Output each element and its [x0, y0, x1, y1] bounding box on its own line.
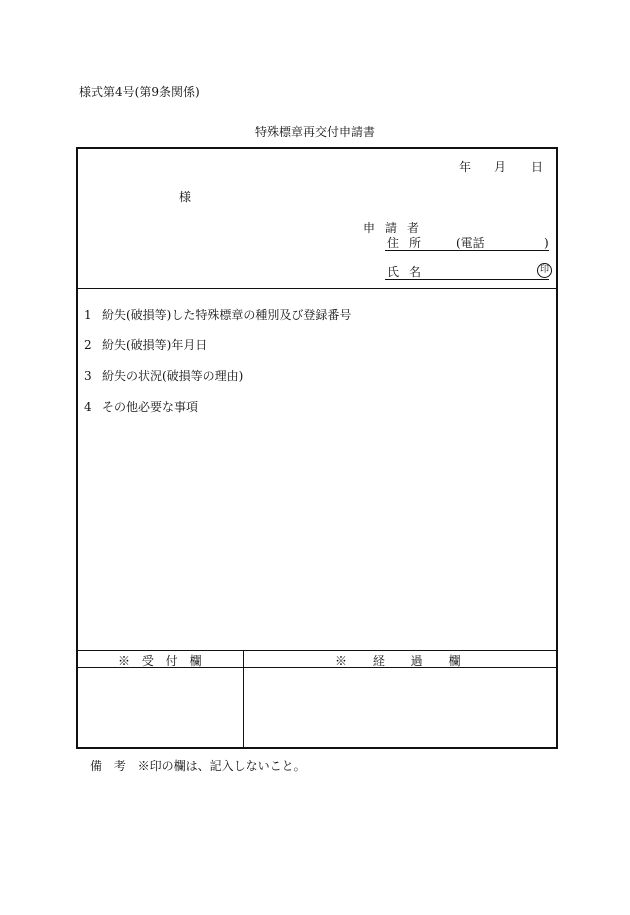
date-year-label: 年 [459, 160, 472, 174]
address-underline [385, 250, 549, 251]
addressee-suffix: 様 [179, 190, 192, 204]
item-3 [84, 370, 243, 382]
reception-column-header: ※ 受 付 欄 [118, 654, 202, 668]
item-4 [84, 401, 198, 413]
seal-stamp-icon: 印 [537, 263, 552, 278]
item-number: 1 [84, 308, 92, 322]
application-form-box [76, 147, 558, 749]
remarks-note: 備 考 ※印の欄は、記入しないこと。 [90, 759, 306, 773]
address-label: 住所 [387, 236, 432, 250]
progress-column-header: ※ 経 過 欄 [335, 654, 461, 668]
item-2 [84, 339, 207, 351]
form-number: 様式第4号(第9条関係) [79, 85, 200, 99]
date-month-label: 月 [494, 160, 507, 174]
phone-close-paren: ) [544, 236, 549, 250]
date-day-label: 日 [531, 160, 544, 174]
item-1 [84, 309, 351, 321]
applicant-label: 申請者 [363, 221, 430, 235]
columns-vertical-divider [243, 650, 244, 747]
phone-label: (電話 [456, 236, 485, 250]
name-label: 氏名 [387, 265, 432, 279]
item-text: 紛失(破損等)年月日 [102, 338, 208, 352]
item-number: 4 [84, 400, 92, 414]
item-text: 紛失の状況(破損等の理由) [102, 369, 244, 383]
header-divider [78, 288, 556, 289]
item-number: 2 [84, 338, 92, 352]
columns-top-divider [78, 650, 556, 651]
item-text: その他必要な事項 [102, 400, 199, 414]
item-text: 紛失(破損等)した特殊標章の種別及び登録番号 [102, 308, 352, 322]
name-underline [385, 279, 549, 280]
item-number: 3 [84, 369, 92, 383]
form-title: 特殊標章再交付申請書 [254, 125, 375, 139]
